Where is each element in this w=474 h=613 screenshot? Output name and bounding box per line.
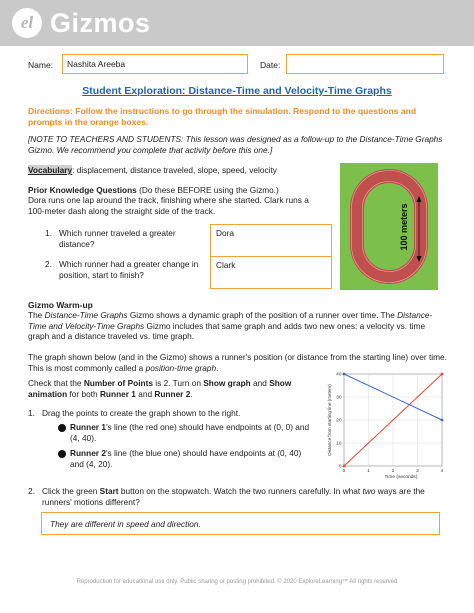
teacher-note: [NOTE TO TEACHERS AND STUDENTS: This lesson was designed as a follow-up to the Distance-Time Graphs Gizmo. We recommend you complete that activity before this one.]: [28, 134, 443, 155]
y-tick-label: 0: [338, 464, 342, 470]
runner-2-point: [441, 419, 444, 422]
question-1-number: 1.: [45, 228, 52, 238]
prior-knowledge-intro: Dora runs one lap around the track, finishing where she started. Clark runs a 100-meter dash along the straight side of the track.: [28, 195, 309, 216]
date-field[interactable]: [286, 54, 444, 74]
page-title: Student Exploration: Distance-Time and Velocity-Time Graphs: [82, 85, 392, 97]
x-tick-label: 3: [416, 469, 419, 474]
warmup-paragraph-1: The Distance-Time Graphs Gizmo shows a dynamic graph of the position of a runner over time. The Distance-Time and Velocity-Time Graphs Gizmo includes that same graph and adds two new ones: a velocity vs. time graph and a distance traveled vs. time graph.: [28, 310, 433, 342]
gizmos-brand: Gizmos: [50, 8, 151, 38]
y-tick-label: 30: [336, 395, 342, 401]
step-2-number: 2.: [28, 486, 35, 496]
runner-1-point: [343, 465, 346, 468]
y-axis-label: Distance from starting line (meters): [327, 384, 332, 456]
warmup-paragraph-3: Check that the Number of Points is 2. Turn on Show graph and Show animation for both Runner 1 and Runner 2.: [28, 378, 292, 399]
position-time-graph: [310, 368, 450, 480]
runner-1-instruction: Runner 1's line (the red one) should have endpoints at (0, 0) and (4, 40).: [70, 422, 310, 443]
step-1-text: Drag the points to create the graph shown to the right.: [42, 408, 241, 418]
name-field[interactable]: Nashita Areeba: [62, 54, 248, 74]
name-label: Name:: [28, 60, 54, 70]
track-distance-label: 100 meters: [399, 203, 409, 251]
warmup-heading: Gizmo Warm-up: [28, 300, 93, 310]
question-1-text: Which runner traveled a greater distance?: [59, 228, 176, 249]
warmup-paragraph-2: The graph shown below (and in the Gizmo) shows a runner's position (or distance from the starting line) over time. This is most commonly called a position-time graph.: [28, 352, 447, 373]
x-tick-label: 4: [440, 469, 444, 474]
prior-knowledge-title: Prior Knowledge Questions: [28, 185, 137, 195]
runner-2-instruction: Runner 2's line (the blue one) should have endpoints at (0, 40) and (4, 20).: [70, 448, 302, 469]
x-tick-label: 1: [367, 469, 370, 474]
prior-knowledge-suffix: (Do these BEFORE using the Gizmo.): [136, 185, 279, 195]
track-illustration: [340, 163, 438, 290]
copyright-footer: Reproduction for educational use only. Public sharing or posting prohibited. © 2020 ExploreLearning™ All rights reserved: [76, 579, 398, 585]
runner-2-point: [343, 373, 346, 376]
answer-1-field[interactable]: Dora: [211, 225, 332, 257]
vocabulary-line: [28, 165, 318, 176]
y-tick-label: 40: [336, 372, 342, 378]
bullet-icon: [58, 450, 66, 458]
vocabulary-label: Vocabulary: [28, 165, 73, 175]
question-2-text: Which runner had a greater change in position, start to finish?: [59, 259, 199, 280]
runner-1-point: [441, 373, 444, 376]
date-label: Date:: [260, 60, 281, 70]
gizmos-logo-icon: el: [12, 8, 42, 38]
y-tick-label: 10: [336, 441, 342, 447]
y-tick-label: 20: [336, 418, 342, 424]
step-2-answer-field[interactable]: They are different in speed and direction.: [41, 512, 440, 535]
x-tick-label: 0: [342, 469, 346, 474]
x-axis-label: Time (seconds): [384, 475, 418, 480]
vocabulary-terms: : displacement, distance traveled, slope, speed, velocity: [72, 165, 277, 175]
answer-2-field[interactable]: Clark: [211, 257, 332, 289]
x-tick-label: 2: [391, 469, 395, 474]
step-2-text: Click the green Start button on the stopwatch. Watch the two runners carefully. In what two ways are the runners' motions different?: [42, 486, 425, 507]
answer-table: [210, 224, 332, 289]
question-2-number: 2.: [45, 259, 52, 269]
directions-text: Directions: Follow the instructions to go through the simulation. Respond to the questions and prompts in the orange boxes.: [28, 106, 417, 127]
gizmos-header: [0, 0, 474, 46]
step-1-number: 1.: [28, 408, 35, 418]
bullet-icon: [58, 424, 66, 432]
